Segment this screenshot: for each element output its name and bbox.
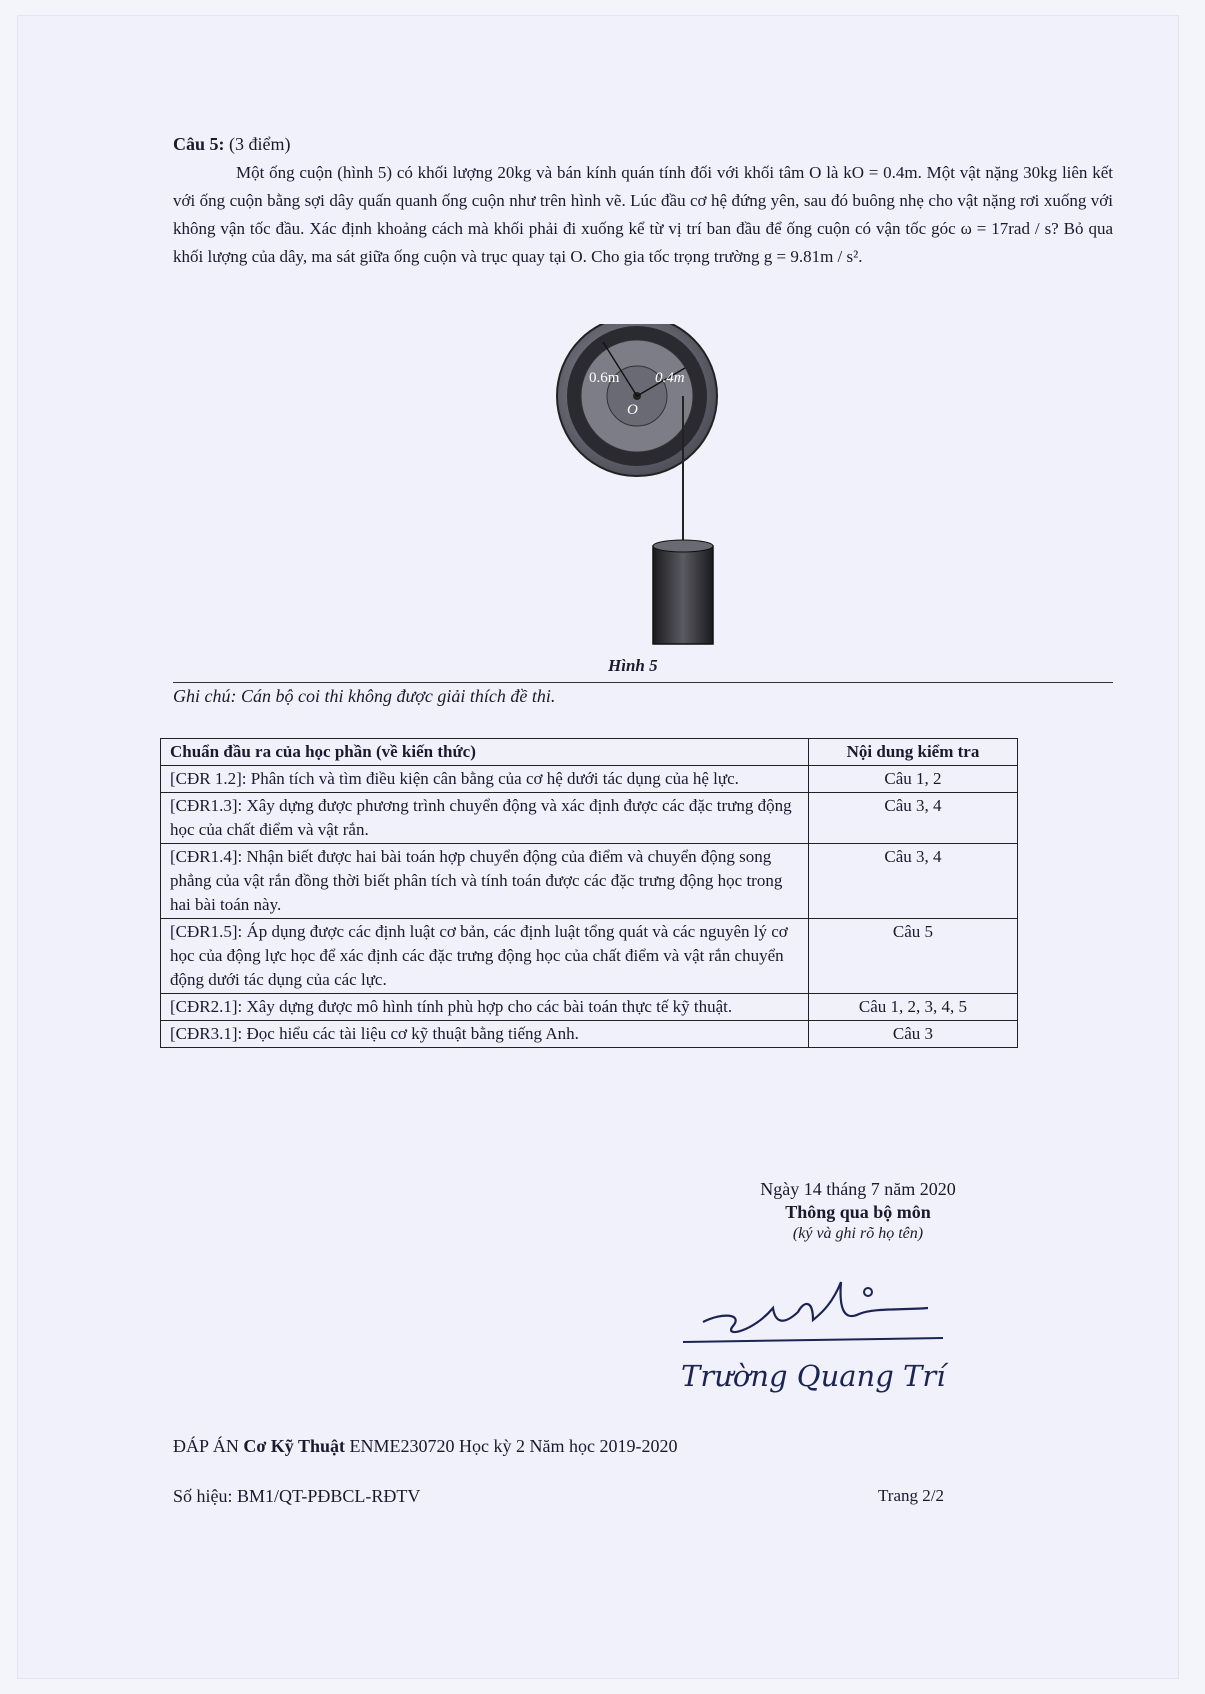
question-points: (3 điểm) (229, 134, 291, 154)
table-row (161, 1021, 1018, 1048)
hanging-weight (653, 546, 713, 644)
table-cell-content: Câu 5 (809, 919, 1018, 994)
document-page (18, 16, 1178, 1678)
question-heading (173, 134, 1113, 155)
signature-underline (683, 1338, 943, 1342)
label-0-6m: 0.6m (589, 370, 620, 386)
table-header-row (161, 739, 1018, 766)
page-number: Trang 2/2 (878, 1486, 944, 1505)
weight-top (653, 540, 713, 552)
table-cell-outcome: [CĐR1.3]: Xây dựng được phương trình chuyển động và xác định được các đặc trưng động học của chất điểm và vật rắn. (161, 793, 809, 844)
table-cell-outcome: [CĐR1.4]: Nhận biết được hai bài toán hợp chuyển động của điểm và chuyển động song phẳng của vật rắn đồng thời biết phân tích và tính toán được các đặc trưng động học trong hai bài toán này. (161, 844, 809, 919)
table-cell-outcome: [CĐR1.5]: Áp dụng được các định luật cơ bản, các định luật tổng quát và các nguyên lý cơ học của động lực học để xác định các đặc trưng động học của chất điểm và vật rắn chuyển động dưới tác dụng của các lực. (161, 919, 809, 994)
table-row (161, 844, 1018, 919)
signature-name: Trường Quang Trí (681, 1359, 946, 1393)
learning-outcomes-table (160, 738, 1018, 1048)
table-cell-content: Câu 3 (809, 1021, 1018, 1048)
sign-instruction: (ký và ghi rõ họ tên) (792, 1225, 924, 1242)
document-code: Số hiệu: BM1/QT-PĐBCL-RĐTV (173, 1486, 421, 1506)
answer-prefix: ĐÁP ÁN (173, 1436, 239, 1456)
sign-approved: Thông qua bộ môn (785, 1202, 931, 1222)
table-cell-outcome: [CĐR3.1]: Đọc hiểu các tài liệu cơ kỹ thuật bằng tiếng Anh. (161, 1021, 809, 1048)
question-title: Câu 5: (173, 134, 225, 154)
table-header-content: Nội dung kiểm tra (809, 739, 1018, 766)
figure-caption: Hình 5 (608, 656, 658, 675)
subject-name: Cơ Kỹ Thuật (243, 1436, 346, 1456)
table-row (161, 994, 1018, 1021)
table-cell-content: Câu 3, 4 (809, 793, 1018, 844)
table-cell-outcome: [CĐR2.1]: Xây dựng được mô hình tính phù hợp cho các bài toán thực tế kỹ thuật. (161, 994, 809, 1021)
signature-dot (864, 1288, 872, 1296)
table-cell-content: Câu 1, 2, 3, 4, 5 (809, 994, 1018, 1021)
question-body: Một ống cuộn (hình 5) có khối lượng 20kg và bán kính quán tính đối với khối tâm O là kO = 0.4m. Một vật nặng 30kg liên kết với ống cuộn bằng sợi dây quấn quanh ống cuộn như trên hình vẽ. Lúc đầu cơ hệ đứng yên, sau đó buông nhẹ cho vật nặng rơi xuống với không vận tốc đầu. Xác định khoảng cách mà khối phải đi xuống kể từ vị trí ban đầu để ống cuộn có vận tốc góc ω = 17rad / s? Bỏ qua khối lượng của dây, ma sát giữa ống cuộn và trục quay tại O. Cho gia tốc trọng trường g = 9.81m / s². (173, 163, 1113, 266)
table-header-outcome: Chuẩn đầu ra của học phần (về kiến thức) (161, 739, 809, 766)
spool-diagram (555, 324, 755, 654)
course-info: ENME230720 Học kỳ 2 Năm học 2019-2020 (349, 1436, 678, 1456)
label-o: O (627, 402, 638, 418)
table-cell-outcome: [CĐR 1.2]: Phân tích và tìm điều kiện cân bằng của cơ hệ dưới tác dụng của hệ lực. (161, 766, 809, 793)
table-row (161, 766, 1018, 793)
answer-key-line (173, 1436, 677, 1457)
table-cell-content: Câu 3, 4 (809, 844, 1018, 919)
signature-scribble (703, 1282, 928, 1332)
table-row (161, 919, 1018, 994)
sign-date: Ngày 14 tháng 7 năm 2020 (760, 1179, 956, 1199)
table-row (161, 793, 1018, 844)
signature-block (708, 1179, 1008, 1243)
exam-note: Ghi chú: Cán bộ coi thi không được giải thích đề thi. (173, 686, 556, 706)
page-content (170, 134, 1113, 1506)
handwritten-signature (663, 1262, 983, 1402)
table-cell-content: Câu 1, 2 (809, 766, 1018, 793)
figure-5 (555, 324, 755, 654)
divider-line (173, 682, 1113, 683)
label-0-4m: 0.4m (655, 370, 685, 386)
